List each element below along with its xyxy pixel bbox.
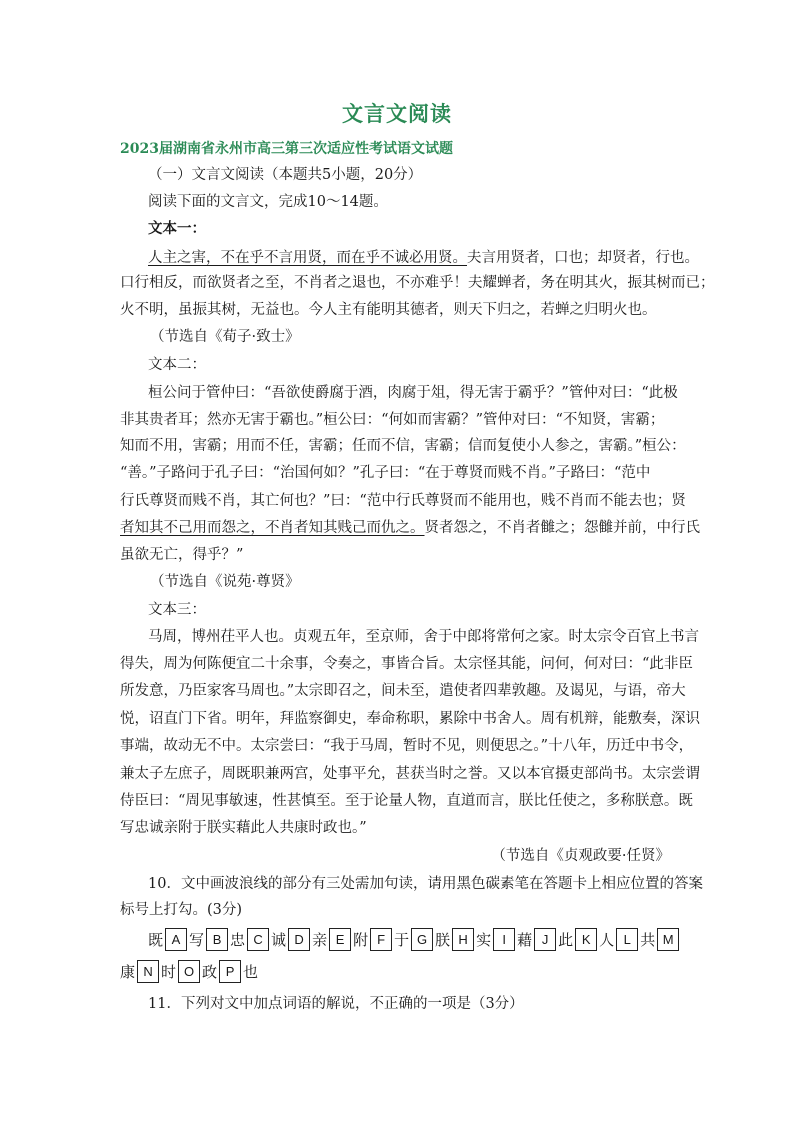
answer-box-row-1 [148, 928, 688, 951]
question-11: 11．下列对文中加点词语的解说，不正确的一项是（3分） [148, 996, 524, 1012]
text1-line-1-rest: 夫言用贤者，口也；却贤者，行也。 [467, 250, 699, 266]
text3-line-3: 所发意，乃臣家客马周也。”太宗即召之，间未至，遣使者四辈敦趣。及谒见，与语，帝大 [120, 683, 686, 699]
text2-line-5: 行氏尊贤而贱不肖，其亡何也？”曰：“范中行氏尊贤而不能用也，贱不肖而不能去也；贤 [120, 493, 686, 509]
answer-option-box[interactable]: L [616, 928, 638, 951]
text1-line-3: 火不明，虽振其树，无益也。今人主有能明其德者，则天下归之，若蝉之归明火也。 [120, 302, 657, 318]
passage-character: 康 [120, 963, 136, 981]
text2-line-6-rest: 贤者怨之，不肖者雠之；怨雠并前，中行氏 [424, 520, 700, 536]
passage-character: 藉 [517, 931, 533, 949]
answer-option-box[interactable]: P [219, 960, 241, 983]
text3-line-1: 马周，博州茌平人也。贞观五年，至京师，舍于中郎将常何之家。时太宗令百官上书言 [148, 629, 699, 645]
passage-character: 实 [476, 931, 492, 949]
text3-line-8: 写忠诚亲附于朕实藉此人共康时政也。” [120, 820, 367, 836]
text1-source: （节选自《荀子·致士》 [150, 329, 300, 345]
answer-option-box[interactable]: H [452, 928, 474, 951]
instruction-text: 阅读下面的文言文，完成10～14题。 [148, 194, 388, 210]
passage-character: 既 [148, 931, 164, 949]
text2-line-3: 知而不用，害霸；用而不任，害霸；任而不信，害霸；信而复使小人参之，害霸。”桓公： [120, 438, 686, 454]
answer-option-box[interactable]: M [657, 928, 679, 951]
section-header: （一）文言文阅读（本题共5小题，20分） [148, 167, 423, 183]
text2-line-1: 桓公问于管仲曰：“吾欲使爵腐于酒，肉腐于俎，得无害于霸乎？”管仲对曰：“此极 [148, 385, 678, 401]
text3-source: （节选自《贞观政要·任贤》 [491, 848, 670, 864]
passage-character: 忠 [230, 931, 246, 949]
text3-heading: 文本三： [148, 602, 206, 618]
passage-character: 亲 [312, 931, 328, 949]
answer-option-box[interactable]: J [534, 928, 556, 951]
text1-heading: 文本一： [148, 220, 206, 237]
text2-source: （节选自《说苑·尊贤》 [150, 574, 300, 590]
passage-character: 人 [599, 931, 615, 949]
answer-option-box[interactable]: E [329, 928, 351, 951]
passage-character: 诚 [271, 931, 287, 949]
answer-box-row-2 [120, 960, 660, 983]
answer-option-box[interactable]: N [137, 960, 159, 983]
underlined-sentence: 者知其不己用而怨之，不肖者知其贱己而仇之。 [120, 520, 425, 536]
passage-character: 共 [640, 931, 656, 949]
text3-line-4: 悦，诏直门下省。明年，拜监察御史，奉命称职，累除中书舍人。周有机辩，能敷奏，深识 [120, 711, 700, 727]
text1-line-2: 口行相反，而欲贤者之至，不肖者之退也，不亦难乎！夫耀蝉者，务在明其火，振其树而已； [120, 275, 715, 291]
answer-option-box[interactable]: F [370, 928, 392, 951]
passage-character: 于 [394, 931, 410, 949]
text3-line-6: 兼太子左庶子，周既职兼两宫，处事平允，甚获当时之誉。又以本官摄吏部尚书。太宗尝谓 [120, 766, 700, 782]
text2-line-7: 虽欲无亡，得乎？” [120, 547, 244, 563]
text3-line-2: 得失，周为何陈便宜二十余事，令奏之，事皆合旨。太宗怪其能，问何，何对曰：“此非臣 [120, 656, 693, 672]
answer-option-box[interactable]: G [411, 928, 433, 951]
answer-option-box[interactable]: C [247, 928, 269, 951]
text3-line-7: 侍臣曰：“周见事敏速，性甚慎至。至于论量人物，直道而言，朕比任使之，多称朕意。既 [120, 793, 693, 809]
passage-character: 时 [161, 963, 177, 981]
passage-character: 朕 [435, 931, 451, 949]
answer-option-box[interactable]: D [288, 928, 310, 951]
text2-line-2: 非其贵者耳；然亦无害于霸也。”桓公曰：“何如而害霸？”管仲对曰：“不知贤，害霸； [120, 412, 665, 428]
question-10-line-1: 10．文中画波浪线的部分有三处需加句读，请用黑色碳素笔在答题卡上相应位置的答案 [148, 876, 703, 892]
passage-character: 政 [202, 963, 218, 981]
passage-character: 写 [189, 931, 205, 949]
page-title: 文言文阅读 [342, 101, 452, 126]
passage-character: 也 [243, 963, 259, 981]
wavy-underlined-sentence: 人主之害，不在乎不言用贤，而在乎不诚必用贤。 [148, 250, 467, 266]
answer-option-box[interactable]: K [575, 928, 597, 951]
exam-source-title: 2023届湖南省永州市高三第三次适应性考试语文试题 [120, 141, 453, 157]
answer-option-box[interactable]: A [165, 928, 187, 951]
text2-heading: 文本二： [148, 357, 206, 373]
answer-option-box[interactable]: O [178, 960, 200, 983]
passage-character: 此 [558, 931, 574, 949]
text3-line-5: 事端，故动无不中。太宗尝曰：“我于马周，暂时不见，则便思之。”十八年，历迁中书令， [120, 738, 694, 754]
text1-line-1 [148, 249, 708, 267]
text2-line-6 [120, 519, 700, 537]
answer-option-box[interactable]: I [493, 928, 515, 951]
answer-option-box[interactable]: B [206, 928, 228, 951]
question-10-line-2: 标号上打勾。(3分) [120, 902, 243, 918]
passage-character: 附 [353, 931, 369, 949]
text2-line-4: “善。”子路问于孔子曰：“治国何如？”孔子曰：“在于尊贤而贱不肖。”子路曰：“范中 [120, 465, 651, 481]
